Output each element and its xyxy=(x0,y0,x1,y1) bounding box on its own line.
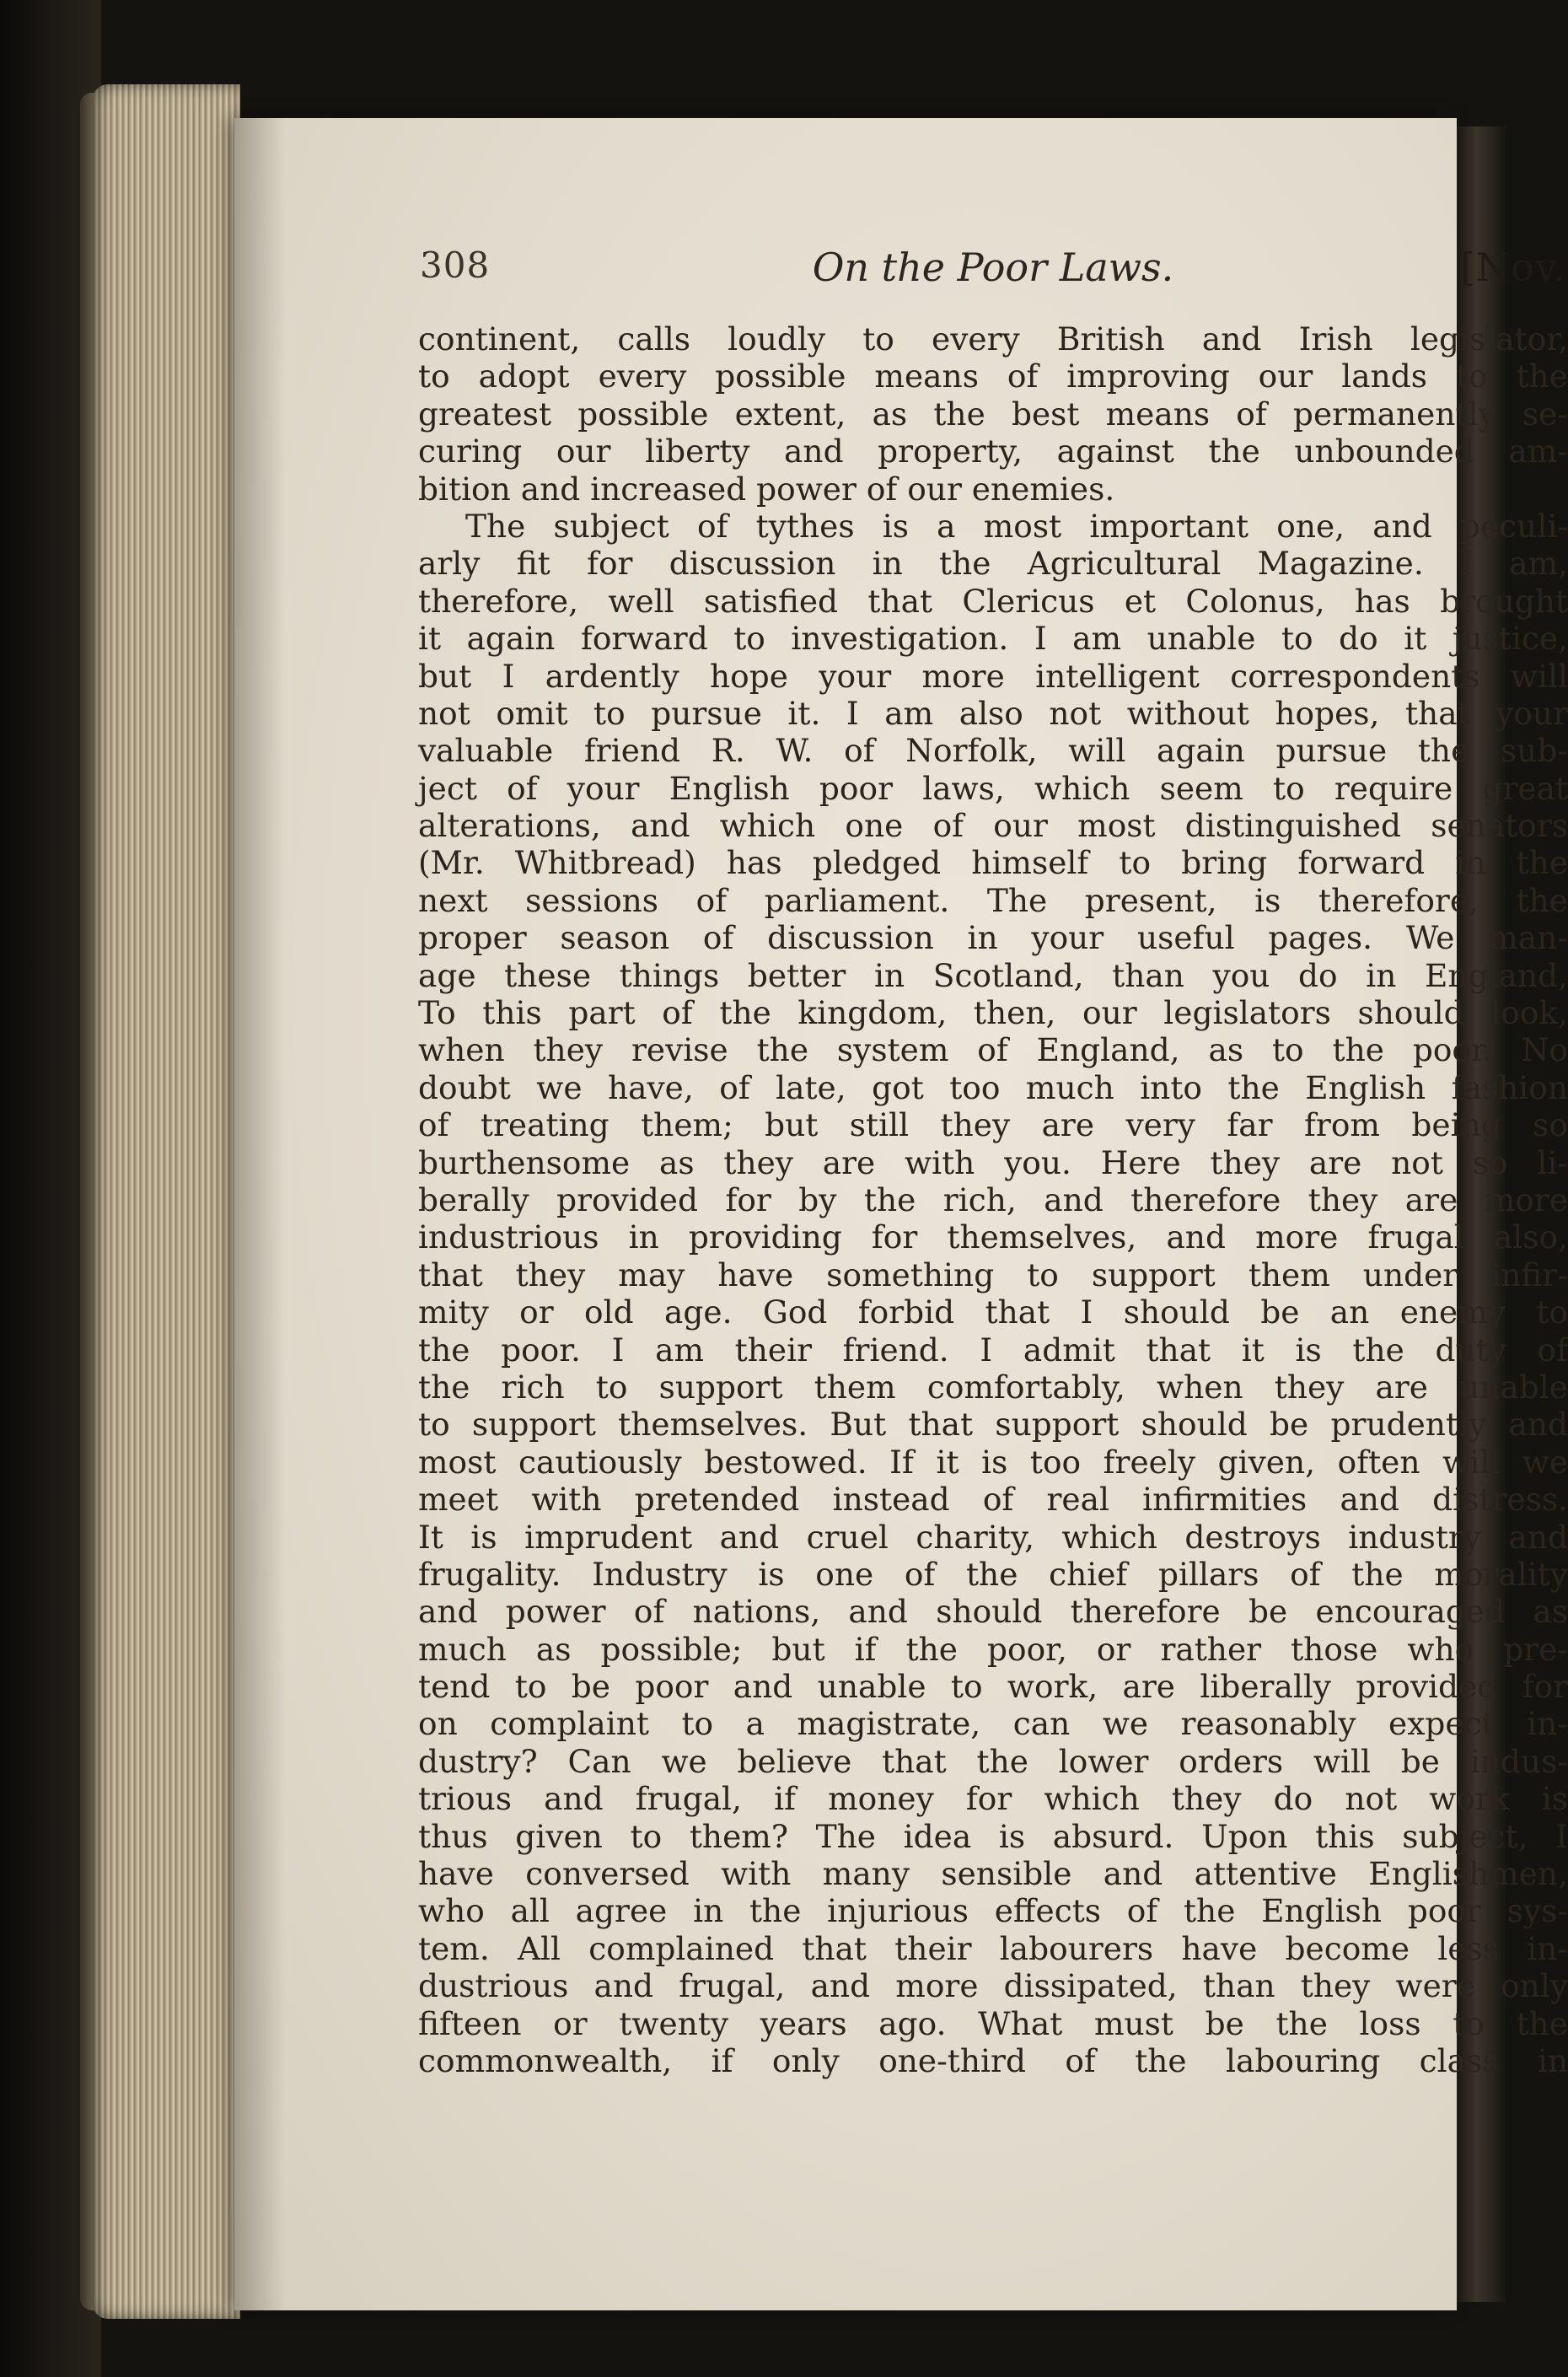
text-line: The subject of tythes is a most important one, and peculi- xyxy=(465,507,1568,545)
text-line: to adopt every possible means of improving our lands to the xyxy=(418,358,1568,395)
text-line: tend to be poor and unable to work, are liberally provided for xyxy=(418,1668,1568,1706)
running-title: On the Poor Laws. xyxy=(812,245,1174,290)
text-line: To this part of the kingdom, then, our legislators should look, xyxy=(418,994,1568,1032)
body-text xyxy=(418,320,1568,2079)
text-line: alterations, and which one of our most distinguished senators xyxy=(418,807,1568,845)
text-line: dustrious and frugal, and more dissipated, than they were only xyxy=(418,1967,1568,2005)
text-line: valuable friend R. W. of Norfolk, will again pursue the sub- xyxy=(418,732,1568,770)
text-line: the rich to support them comfortably, when they are unable xyxy=(418,1368,1568,1406)
text-line: not omit to pursue it. I am also not without hopes, that your xyxy=(418,694,1568,732)
text-line: bition and increased power of our enemies. xyxy=(418,470,1115,508)
text-line: doubt we have, of late, got too much into the English fashion xyxy=(418,1068,1568,1106)
text-line: tem. All complained that their labourers have become less in- xyxy=(418,1929,1568,1967)
header-month: [Nov. xyxy=(1459,245,1566,290)
running-header xyxy=(420,245,1566,304)
text-line: fifteen or twenty years ago. What must be the loss to the xyxy=(418,2004,1568,2042)
text-line: to support themselves. But that support should be prudently and xyxy=(418,1406,1568,1444)
gutter-shadow xyxy=(234,118,285,2310)
text-line: arly fit for discussion in the Agricultural Magazine. I am, xyxy=(418,545,1568,583)
text-line: proper season of discussion in your useful pages. We man- xyxy=(418,919,1568,957)
text-line: mity or old age. God forbid that I should be an enemy to xyxy=(418,1293,1568,1331)
text-line: most cautiously bestowed. If it is too freely given, often will we xyxy=(418,1443,1568,1481)
text-line: that they may have something to support them under infir- xyxy=(418,1256,1568,1293)
text-line: thus given to them? The idea is absurd. Upon this subject, I xyxy=(418,1817,1568,1855)
text-line: much as possible; but if the poor, or rather those who pre- xyxy=(418,1630,1568,1668)
text-line: continent, calls loudly to every British and Irish legislator, xyxy=(418,320,1568,358)
text-line: dustry? Can we believe that the lower orders will be indus- xyxy=(418,1742,1568,1780)
text-line: the poor. I am their friend. I admit that it is the duty of xyxy=(418,1331,1568,1369)
text-line: next sessions of parliament. The present, is therefore, the xyxy=(418,881,1568,919)
text-line: industrious in providing for themselves, and more frugal also, xyxy=(418,1218,1568,1256)
text-line: therefore, well satisfied that Clericus et Colonus, has brought xyxy=(418,582,1568,620)
text-line: ject of your English poor laws, which seem to require great xyxy=(418,769,1568,807)
page-number: 308 xyxy=(420,245,491,286)
text-line: it again forward to investigation. I am unable to do it justice, xyxy=(418,620,1568,658)
text-line: commonwealth, if only one-third of the labouring class in xyxy=(418,2041,1568,2079)
text-line: burthensome as they are with you. Here they are not so li- xyxy=(418,1143,1568,1181)
text-line: on complaint to a magistrate, can we reasonably expect in- xyxy=(418,1705,1568,1743)
text-line: curing our liberty and property, against the unbounded am- xyxy=(418,433,1568,471)
text-line: berally provided for by the rich, and therefore they are more xyxy=(418,1180,1568,1218)
text-line: when they revise the system of England, as to the poor. No xyxy=(418,1031,1568,1069)
page-stack-edge xyxy=(93,84,240,2319)
text-line: who all agree in the injurious effects of the English poor sys- xyxy=(418,1892,1568,1930)
text-line: trious and frugal, if money for which they do not work is xyxy=(418,1780,1568,1818)
text-line: but I ardently hope your more intelligent correspondents will xyxy=(418,657,1568,695)
text-line: and power of nations, and should therefore be encouraged as xyxy=(418,1593,1568,1631)
text-line: It is imprudent and cruel charity, which destroys industry and xyxy=(418,1518,1568,1556)
text-line: frugality. Industry is one of the chief pillars of the morality xyxy=(418,1555,1568,1593)
text-line: of treating them; but still they are very far from being so xyxy=(418,1106,1568,1144)
text-line: (Mr. Whitbread) has pledged himself to bring forward in the xyxy=(418,844,1568,882)
book-page xyxy=(234,118,1568,2310)
text-line: greatest possible extent, as the best means of permanently se- xyxy=(418,395,1568,433)
text-line: age these things better in Scotland, than you do in England, xyxy=(418,956,1568,994)
text-line: have conversed with many sensible and attentive Englishmen, xyxy=(418,1855,1568,1893)
text-line: meet with pretended instead of real infirmities and distress. xyxy=(418,1481,1568,1519)
